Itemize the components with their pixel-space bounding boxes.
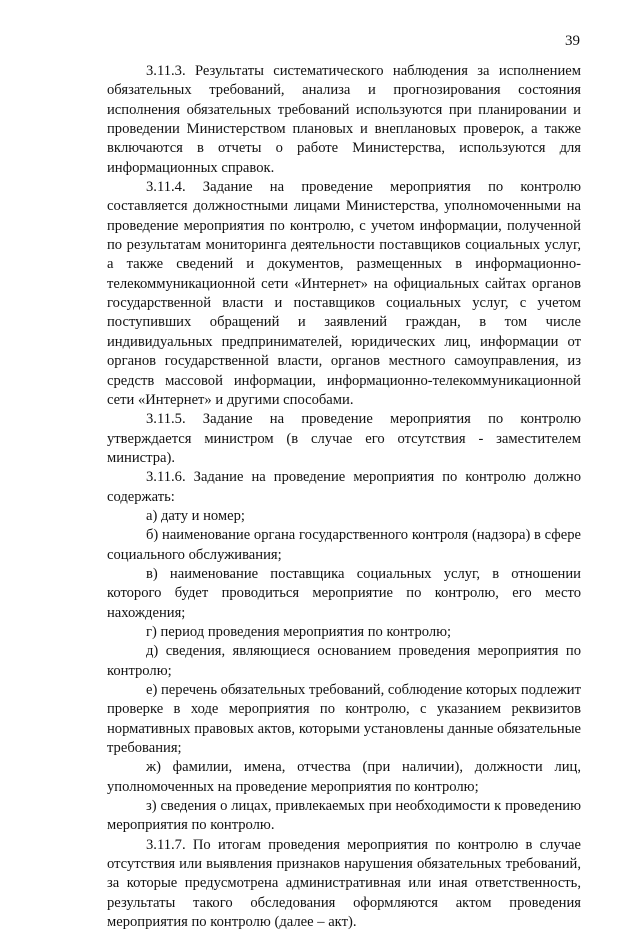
paragraph-3-11-7: 3.11.7. По итогам проведения мероприятия по контролю в случае отсутствия или выявления признаков нарушения обязательных требований, за которые предусмотрена административная или иная ответственность, результаты такого обследования оформляются актом проведения мероприятия по контролю (далее – акт).	[107, 836, 581, 931]
list-item-g: г) период проведения мероприятия по контролю;	[146, 623, 452, 640]
list-item-a: а) дату и номер;	[146, 507, 245, 524]
list-item-b: б) наименование органа государственного контроля (надзора) в сфере социального обслуживания;	[107, 527, 581, 563]
paragraph-3-11-6: 3.11.6. Задание на проведение мероприятия по контролю должно содержать:	[107, 469, 581, 505]
paragraph-3-11-5: 3.11.5. Задание на проведение мероприятия по контролю утверждается министром (в случае его отсутствия - заместителем министра).	[107, 411, 581, 466]
document-body	[107, 62, 581, 932]
list-item-zh: ж) фамилии, имена, отчества (при наличии), должности лиц, уполномоченных на проведение мероприятия по контролю;	[107, 759, 581, 795]
paragraph-3-11-4: 3.11.4. Задание на проведение мероприятия по контролю составляется должностными лицами Министерства, уполномоченными на проведение мероприятия по контролю, с учетом информации, полученной по результатам мониторинга деятельности поставщиков социальных услуг, а также сведений и документов, размещенных в информационно-телекоммуникационной сети «Интернет» на официальных сайтах органов государственной власти и поставщиков социальных услуг, с учетом поступивших обращений и заявлений граждан, в том числе индивидуальных предпринимателей, юридических лиц, информации от органов государственной власти, органов местного самоуправления, из средств массовой информации, информационно-телекоммуникационной сети «Интернет» и другими способами.	[107, 179, 581, 408]
page-number: 39	[565, 33, 580, 49]
list-item-v: в) наименование поставщика социальных услуг, в отношении которого будет проводиться мероприятие по контролю, его место нахождения;	[107, 565, 581, 621]
list-item-z: з) сведения о лицах, привлекаемых при необходимости к проведению мероприятия по контролю.	[107, 798, 581, 834]
paragraph-3-11-3: 3.11.3. Результаты систематического наблюдения за исполнением обязательных требований, анализа и прогнозирования состояния исполнения обязательных требований используются при планировании и проведении Министерством плановых и внеплановых проверок, а также включаются в отчеты о работе Министерства, используются для информационных справок.	[107, 63, 581, 176]
list-item-d: д) сведения, являющиеся основанием проведения мероприятия по контролю;	[107, 643, 581, 679]
list-item-e: е) перечень обязательных требований, соблюдение которых подлежит проверке в ходе мероприятия по контролю, с указанием реквизитов нормативных правовых актов, которыми установлены данные обязательные требования;	[107, 682, 581, 757]
